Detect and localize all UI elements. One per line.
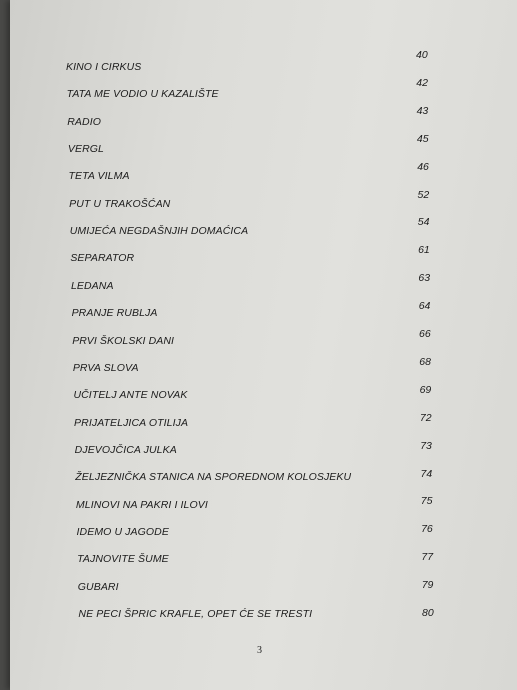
toc-entry-page: 79 bbox=[421, 579, 434, 592]
toc-entry-title: SEPARATOR bbox=[70, 252, 135, 265]
toc-entry-title: GUBARI bbox=[77, 580, 119, 593]
toc-entry-title: VERGL bbox=[67, 143, 104, 156]
toc-entry-page: 54 bbox=[417, 216, 430, 229]
page-number: 3 bbox=[257, 645, 262, 656]
toc-entry-title: PRANJE RUBLJA bbox=[71, 307, 158, 320]
toc-entry-page: 63 bbox=[418, 272, 431, 285]
toc-entry-page: 66 bbox=[419, 328, 431, 340]
toc-entry-page: 76 bbox=[421, 523, 433, 536]
toc-entry-page: 40 bbox=[416, 49, 428, 61]
toc-entry-page: 61 bbox=[418, 244, 430, 257]
toc-entry-page: 77 bbox=[421, 551, 434, 564]
toc-entry-title: NE PECI ŠPRIC KRAFLE, OPET ĆE SE TRESTI bbox=[78, 608, 313, 620]
toc-entry-title: DJEVOJČICA JULKA bbox=[74, 443, 177, 456]
toc-entry-page: 80 bbox=[422, 607, 434, 619]
book-page bbox=[10, 0, 517, 690]
toc-entry-page: 43 bbox=[416, 104, 429, 117]
toc-entry-title: LEDANA bbox=[70, 279, 114, 292]
toc-entry-title: PRIJATELJICA OTILIJA bbox=[74, 416, 189, 429]
toc-entry-title: UČITELJ ANTE NOVAK bbox=[73, 389, 188, 402]
toc-entry-title: TAJNOVITE ŠUME bbox=[77, 553, 169, 566]
toc-entry-title: UMIJEĆA NEGDAŠNJIH DOMAĆICA bbox=[69, 225, 249, 238]
toc-entry-page: 75 bbox=[420, 495, 433, 508]
toc-entry-page: 74 bbox=[420, 467, 433, 480]
toc-entry-page: 64 bbox=[418, 300, 431, 313]
toc-entry-page: 46 bbox=[417, 160, 429, 173]
toc-entry-page: 68 bbox=[419, 355, 431, 368]
toc-entry-title: TETA VILMA bbox=[68, 170, 130, 183]
toc-entry-page: 42 bbox=[416, 76, 428, 89]
toc-entry-title: PRVA SLOVA bbox=[72, 361, 139, 374]
toc-entry-page: 72 bbox=[419, 411, 432, 424]
toc-entry-title: RADIO bbox=[67, 115, 101, 128]
toc-entry-title: TATA ME VODIO U KAZALIŠTE bbox=[66, 88, 219, 101]
toc-entry-title: PRVI ŠKOLSKI DANI bbox=[72, 334, 175, 347]
toc-entry-title: ŽELJEZNIČKA STANICA NA SPOREDNOM KOLOSJEKU bbox=[75, 471, 352, 484]
toc-entry-title: IDEMO U JAGODE bbox=[76, 525, 169, 538]
toc-entry-title: PUT U TRAKOŠĆAN bbox=[69, 197, 171, 210]
toc-entry-title: MLINOVI NA PAKRI I ILOVI bbox=[75, 498, 208, 511]
toc-entry-page: 52 bbox=[417, 188, 430, 201]
toc-entry-page: 73 bbox=[420, 439, 432, 452]
toc-entry-page: 69 bbox=[419, 383, 432, 396]
toc-entry-title: KINO I CIRKUS bbox=[66, 61, 142, 73]
toc-entry-page: 45 bbox=[416, 132, 429, 145]
